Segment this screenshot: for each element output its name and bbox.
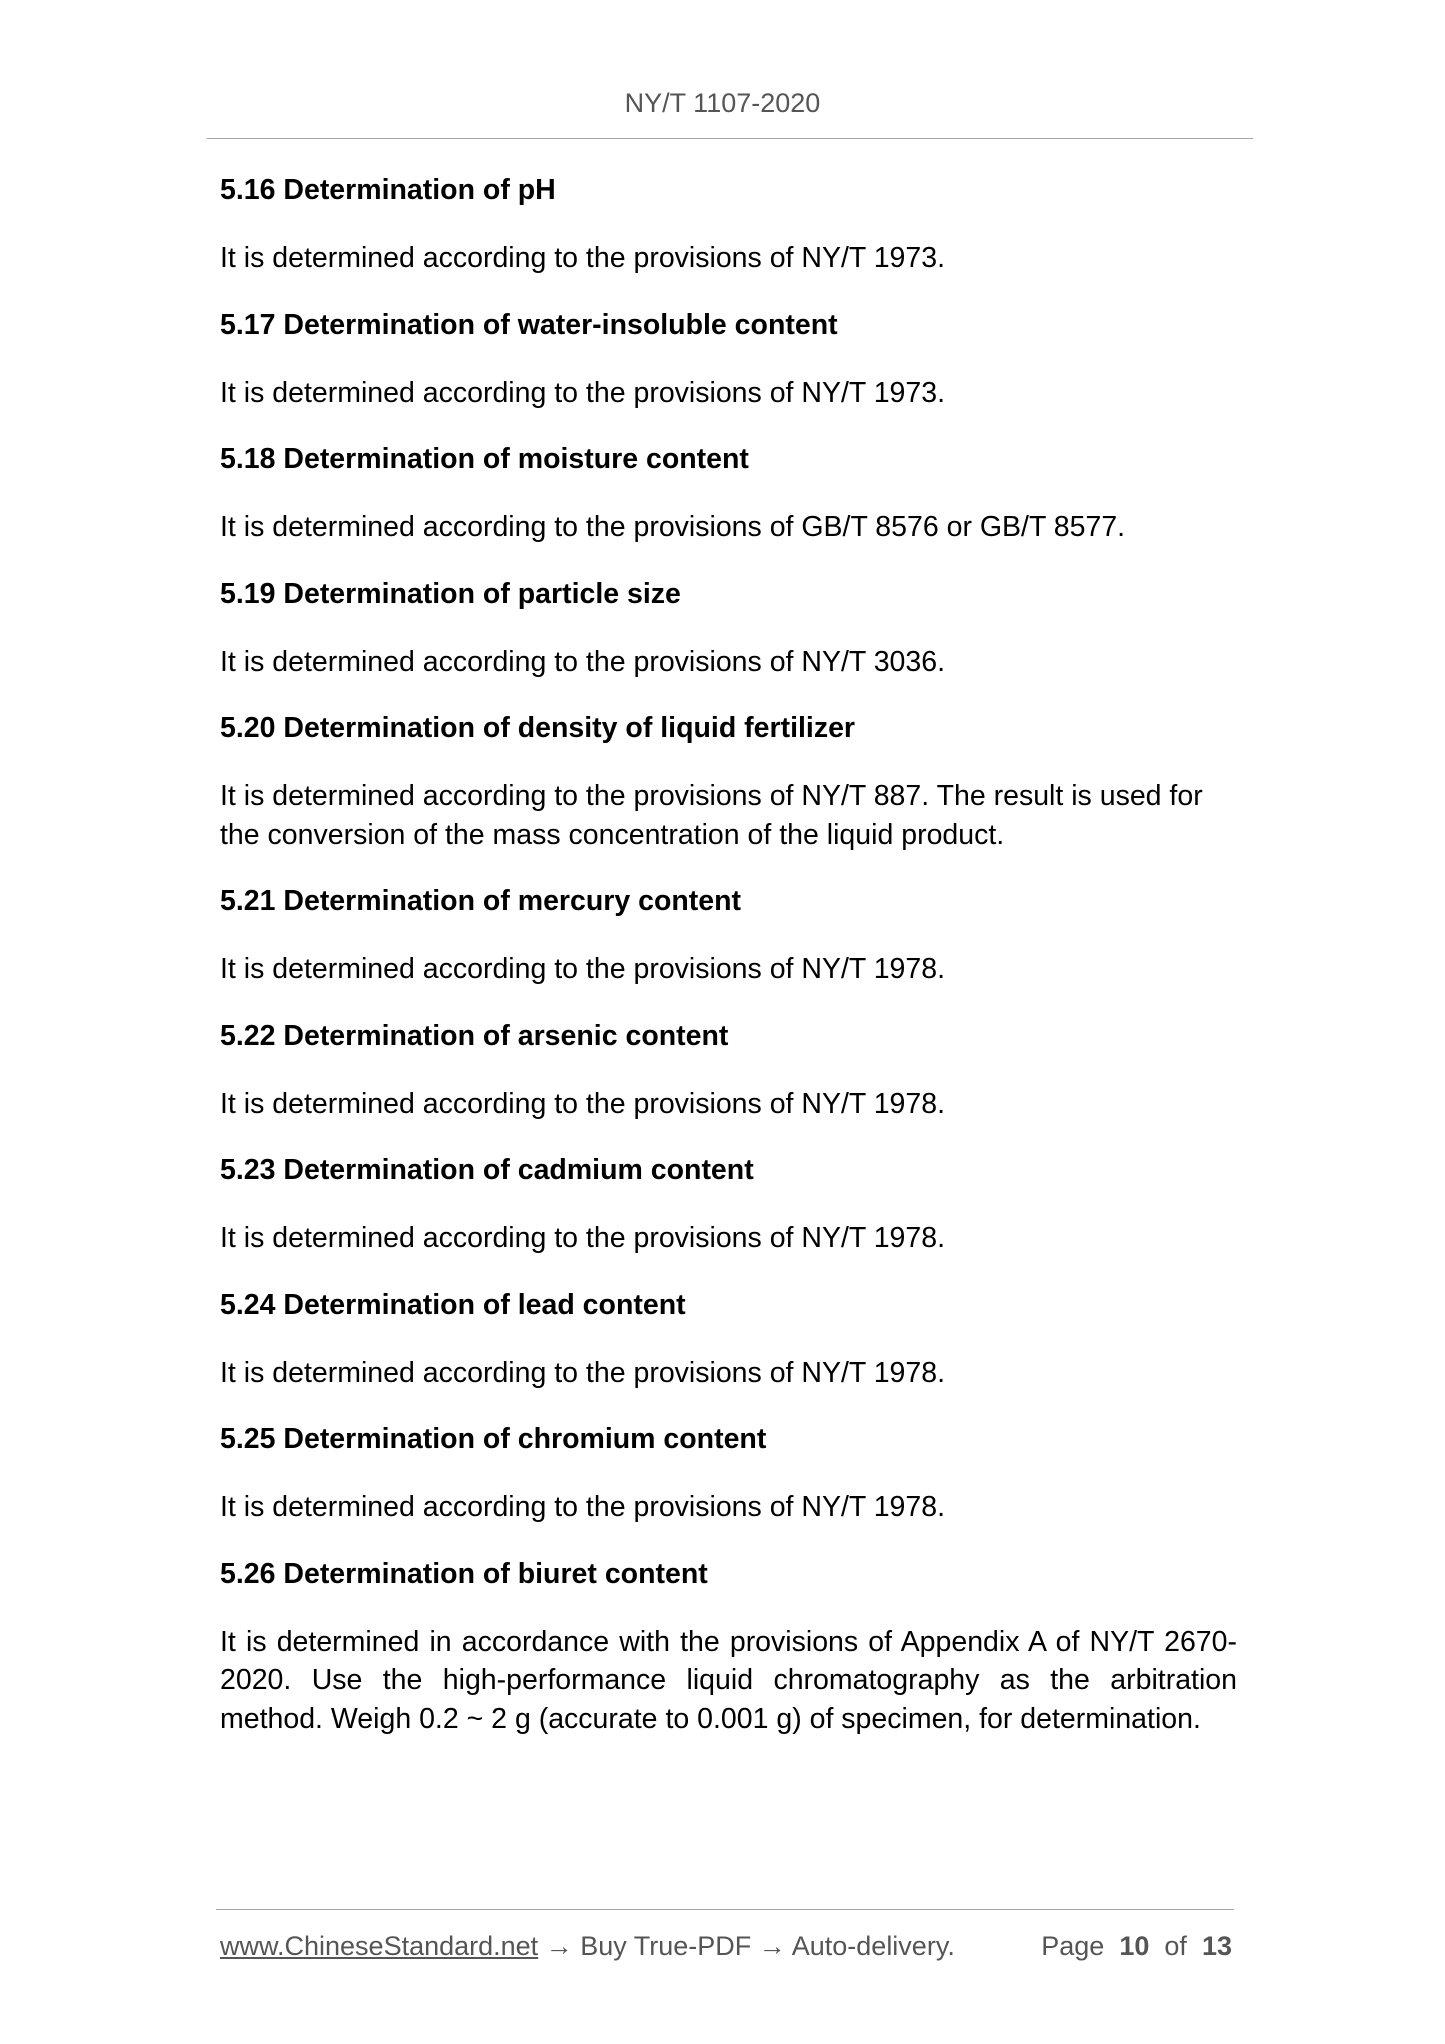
section-5-26: [220, 1555, 1237, 1739]
section-heading: 5.23 Determination of cadmium content: [220, 1154, 754, 1186]
section-heading: 5.18 Determination of moisture content: [220, 443, 749, 475]
footer-tagline: → Buy True-PDF → Auto-delivery.: [538, 1931, 955, 1961]
section-text: It is determined according to the provisions of NY/T 1978.: [220, 953, 946, 985]
footer-divider: [216, 1909, 1234, 1910]
page-label: Page: [1041, 1931, 1105, 1961]
document-body: [220, 171, 1237, 1766]
section-5-25: [220, 1420, 1237, 1527]
page-of-label: of: [1164, 1931, 1187, 1961]
section-heading: 5.26 Determination of biuret content: [220, 1557, 708, 1590]
website-link[interactable]: www.ChineseStandard.net: [220, 1931, 539, 1961]
section-text: It is determined according to the provisions of NY/T 1973.: [220, 242, 946, 274]
section-text: It is determined in accordance with the provisions of Appendix A of NY/T 2670-2020. Use the high-performance liquid chromatography as the arbitration method. Weigh 0.2 ~ 2 g (accurate to 0.001 g) of specimen, for determination.: [220, 1625, 1237, 1735]
section-5-16: [220, 171, 1237, 278]
section-heading: 5.24 Determination of lead content: [220, 1288, 686, 1321]
section-text: It is determined according to the provisions of GB/T 8576 or GB/T 8577.: [220, 511, 1126, 543]
page-footer: [220, 1928, 1232, 1964]
page-total: 13: [1201, 1931, 1232, 1961]
section-5-23: [220, 1151, 1237, 1258]
section-text: It is determined according to the provisions of NY/T 1978.: [220, 1087, 946, 1120]
page-number: [1041, 1928, 1232, 1964]
section-5-24: [220, 1286, 1237, 1393]
section-text: It is determined according to the provisions of NY/T 887. The result is used for the conversion of the mass concentration of the liquid product.: [220, 780, 1203, 851]
section-heading: 5.22 Determination of arsenic content: [220, 1019, 729, 1052]
header-divider: [207, 138, 1253, 139]
section-text: It is determined according to the provisions of NY/T 1973.: [220, 376, 946, 409]
section-5-19: [220, 575, 1237, 682]
page-current: 10: [1119, 1931, 1150, 1961]
section-text: It is determined according to the provisions of NY/T 1978.: [220, 1222, 946, 1254]
section-heading: 5.16 Determination of pH: [220, 174, 556, 206]
section-heading: 5.17 Determination of water-insoluble content: [220, 308, 838, 341]
running-header: NY/T 1107-2020: [624, 88, 821, 118]
section-text: It is determined according to the provisions of NY/T 3036.: [220, 645, 946, 678]
section-5-21: [220, 882, 1237, 989]
section-heading: 5.21 Determination of mercury content: [220, 885, 742, 917]
section-5-18: [220, 440, 1237, 547]
footer-promo: [220, 1931, 955, 1961]
section-heading: 5.25 Determination of chromium content: [220, 1423, 767, 1455]
section-text: It is determined according to the provisions of NY/T 1978.: [220, 1491, 946, 1523]
section-5-20: [220, 709, 1237, 854]
section-5-17: [220, 306, 1237, 413]
section-heading: 5.20 Determination of density of liquid fertilizer: [220, 712, 856, 744]
section-heading: 5.19 Determination of particle size: [220, 577, 681, 610]
section-5-22: [220, 1017, 1237, 1124]
section-text: It is determined according to the provisions of NY/T 1978.: [220, 1356, 946, 1389]
